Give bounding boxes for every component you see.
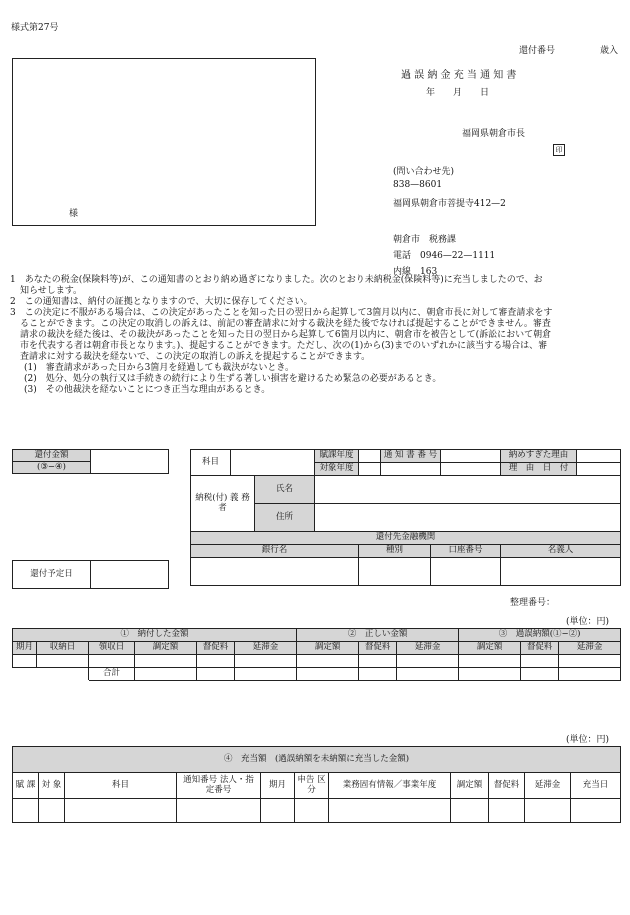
col-assessed-3: 調定額 <box>459 642 521 655</box>
col-late-charge-3: 延滞金 <box>559 642 621 655</box>
name-label: 氏名 <box>255 476 315 504</box>
col-assessed-1: 調定額 <box>135 642 197 655</box>
unit-label-1: (単位：円) <box>566 617 610 627</box>
note-line: ることができます。この決定の取消しの訴えは、前記の審査請求に対する裁決を経た後でなければ提起することができません。審査 <box>20 319 551 329</box>
contact-address: 福岡県朝倉市菩提寺412—2 <box>393 199 506 209</box>
col-subject: 科目 <box>65 773 177 799</box>
account-kind-value <box>359 558 431 586</box>
paid-amount-heading: ① 納付した金額 <box>13 629 297 642</box>
reference-number-label: 整理番号： <box>510 598 556 608</box>
taxpayer-label: 納税(付) 義 務 者 <box>191 476 255 532</box>
note-line: 1 あなたの税金(保険料等)が、この通知書のとおり納め過ぎになりました。次のとおり未納税金(保険料等)に充当しましたので、お <box>10 275 543 285</box>
col-notice-number: 通知番号 法人・指定番号 <box>177 773 261 799</box>
col-target: 対 象 <box>39 773 65 799</box>
overpaid-reason-label: 納めすぎた理由 <box>501 450 577 463</box>
refund-date-table <box>12 560 169 589</box>
col-demand-fee-2: 督促料 <box>359 642 397 655</box>
notice-number-blank <box>381 463 441 476</box>
table-row <box>13 799 621 823</box>
notice-number-value-2 <box>441 463 501 476</box>
unit-label-2: (単位：円) <box>566 735 610 745</box>
note-line: (1) 審査請求があった日から3箇月を経過しても裁決がないとき。 <box>24 363 295 373</box>
reason-date-value <box>577 463 621 476</box>
refund-amount-formula: (③−④) <box>13 462 91 474</box>
note-line: (3) その他裁決を経ないことにつき正当な理由があるとき。 <box>24 385 271 395</box>
tax-year-value <box>359 450 381 463</box>
note-line: 請求の裁決を経た後は、その裁決があったことを知った日の翌日から起算して6箇月以内に、朝倉市を被告として(訴訟において朝倉 <box>20 330 552 340</box>
col-receipt-date: 収納日 <box>37 642 89 655</box>
note-line: 3 この決定に不服がある場合は、この決定があったことを知った日の翌日から起算して3箇月以内に、朝倉市長に対して審査請求をす <box>10 308 553 318</box>
col-demand-fee-3: 督促料 <box>521 642 559 655</box>
correct-amount-heading: ② 正しい金額 <box>297 629 459 642</box>
note-line: 知らせします。 <box>20 286 83 296</box>
payment-table <box>12 628 621 681</box>
table-row <box>13 655 621 668</box>
col-collected-date: 領収日 <box>89 642 135 655</box>
col-late-charge: 延滞金 <box>525 773 571 799</box>
notice-number-label: 通 知 書 番 号 <box>381 450 441 463</box>
address-value <box>315 504 621 532</box>
refund-amount-value <box>91 450 169 474</box>
note-line: 市を代表する者は朝倉市長となります。)、提起することができます。ただし、次の(1)から(3)までのいずれかに該当する場合は、審 <box>20 341 548 351</box>
tax-year-label: 賦課年度 <box>315 450 359 463</box>
form-number: 様式第27号 <box>11 23 59 33</box>
col-late-charge-2: 延滞金 <box>397 642 459 655</box>
total-label: 合計 <box>89 668 135 681</box>
bank-name-value <box>191 558 359 586</box>
col-assessed: 調定額 <box>451 773 489 799</box>
account-kind-label: 種別 <box>359 545 431 558</box>
col-demand-fee-1: 督促料 <box>197 642 235 655</box>
contact-heading: (問い合わせ先) <box>393 167 455 177</box>
reason-date-label: 理 由 日 付 <box>501 463 577 476</box>
col-period: 期月 <box>261 773 295 799</box>
income-label: 歳入 <box>600 46 619 56</box>
col-period: 期月 <box>13 642 37 655</box>
name-value <box>315 476 621 504</box>
address-label: 住所 <box>255 504 315 532</box>
notice-text <box>10 275 622 396</box>
taxpayer-info-table <box>190 449 621 586</box>
refund-number-label: 還付番号 <box>519 46 556 56</box>
col-business-info: 業務固有情報／事業年度 <box>329 773 451 799</box>
contact-postal: 838—8601 <box>393 180 443 190</box>
account-number-label: 口座番号 <box>431 545 501 558</box>
refund-amount-table <box>12 449 169 474</box>
col-appropriation-date: 充当日 <box>571 773 621 799</box>
subject-label: 科目 <box>191 450 231 476</box>
account-holder-label: 名義人 <box>501 545 621 558</box>
addressee-suffix: 様 <box>69 209 79 219</box>
refund-date-label: 還付予定日 <box>13 561 91 589</box>
col-assessment: 賦 課 <box>13 773 39 799</box>
target-year-value <box>359 463 381 476</box>
account-number-value <box>431 558 501 586</box>
overpaid-amount-heading: ③ 過誤納額(①−②) <box>459 629 621 642</box>
note-line: (2) 処分、処分の執行又は手続きの続行により生ずる著しい損害を避けるため緊急の必要があるとき。 <box>24 374 442 384</box>
col-demand-fee: 督促料 <box>489 773 525 799</box>
total-row <box>13 668 621 681</box>
bank-heading: 還付先金融機関 <box>191 532 621 545</box>
seal-mark: 印 <box>553 144 565 156</box>
contact-extension: 内線 163 <box>393 267 438 277</box>
overpaid-reason-value <box>577 450 621 463</box>
refund-date-value <box>91 561 169 589</box>
note-line: 査請求に対する裁決を経ないで、この決定の取消しの訴えを提起することができます。 <box>20 352 371 362</box>
refund-amount-label: 還付金額 <box>13 450 91 462</box>
bank-name-label: 銀行名 <box>191 545 359 558</box>
contact-dept: 朝倉市 税務課 <box>393 235 457 245</box>
document-title: 過 誤 納 金 充 当 通 知 書 <box>401 70 517 81</box>
col-late-charge-1: 延滞金 <box>235 642 297 655</box>
account-holder-value <box>501 558 621 586</box>
contact-phone: 電話 0946—22—1111 <box>393 251 496 261</box>
addressee-box <box>12 58 316 226</box>
target-year-label: 対象年度 <box>315 463 359 476</box>
col-declaration-type: 申告 区分 <box>295 773 329 799</box>
issue-date: 年 月 日 <box>426 88 490 98</box>
col-assessed-2: 調定額 <box>297 642 359 655</box>
note-line: 2 この通知書は、納付の証拠となりますので、大切に保存してください。 <box>10 297 313 307</box>
subject-value <box>231 450 315 476</box>
appropriation-table <box>12 746 621 823</box>
notice-number-value <box>441 450 501 463</box>
issuer-name: 福岡県朝倉市長 <box>462 129 526 139</box>
appropriation-heading: ④ 充当額 (過誤納額を未納額に充当した金額) <box>13 747 621 773</box>
